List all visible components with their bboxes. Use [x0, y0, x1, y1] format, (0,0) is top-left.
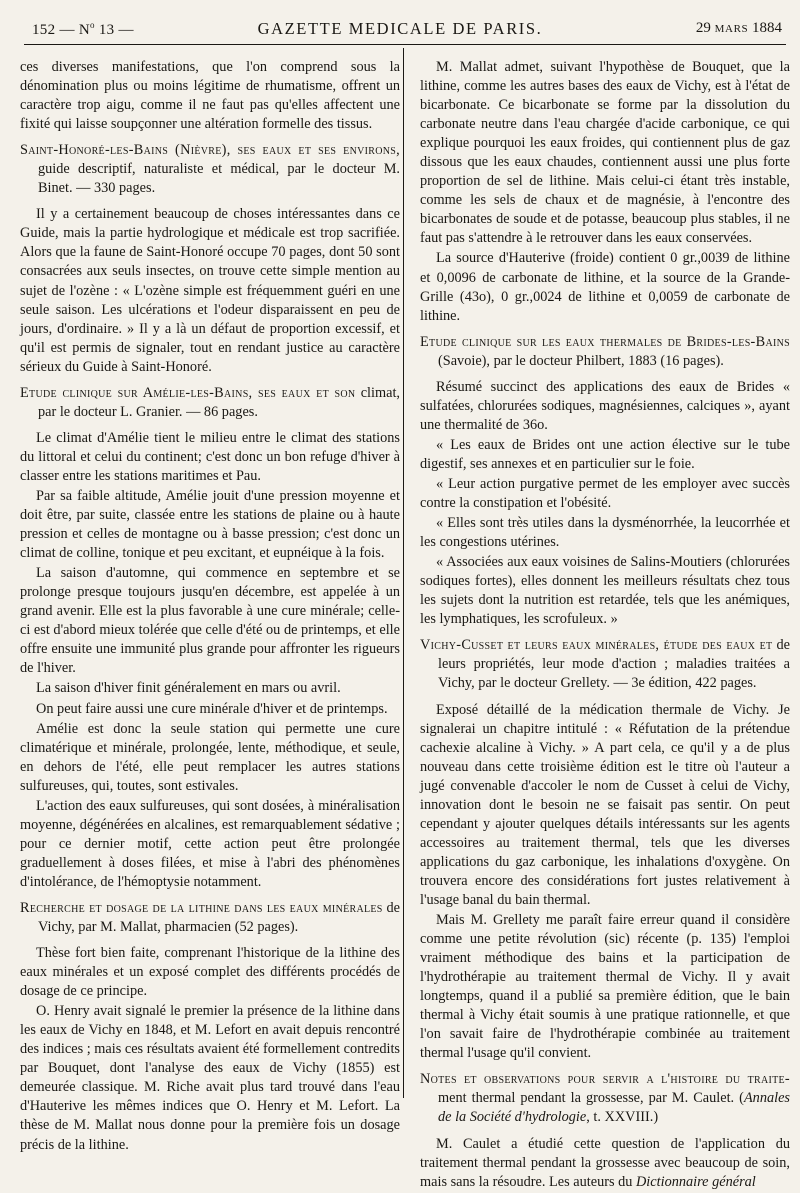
review-heading-rest: guide descriptif, naturaliste et médical, par le docteur M. Binet. — 330 pages.: [38, 161, 400, 197]
review-heading-rest: de leurs propriétés, leur mode d'action ; maladies traitées a Vichy, par le docteur Grellety. — 3e édition, 422 pages.: [438, 637, 790, 692]
date-year: 1884: [752, 20, 782, 36]
paragraph: Thèse fort bien faite, comprenant l'historique de la lithine des eaux minérales et un exposé complet des différents procédés de dosage de ce principe.: [20, 945, 400, 1000]
review-heading: [420, 333, 790, 371]
review-heading-title: Recherche et dosage de la lithine dans les eaux minérales: [20, 899, 383, 916]
paragraph: « Elles sont très utiles dans la dysménorrhée, la leucorrhée et les congestions utérines.: [420, 515, 790, 551]
date-day: 29: [695, 20, 711, 36]
paragraph: Mais M. Grellety me paraît faire erreur quand il considère comme une petite révolution (sic) récente (p. 135) l'emploi vraiment méthodique des bains et la participation de l'hydrothérapie au traitement thermal de Vichy. Il y avait longtemps, quand il a publié sa première édition, que le bain thermal à Vichy était soumis à une pratique rationnelle, et que l'on savait faire de l'hydrothérapie combinée au traitement thermal l'usage qu'il convient.: [420, 912, 790, 1062]
paragraph: « Les eaux de Brides ont une action élective sur le tube digestif, ses annexes et en particulier sur le foie.: [420, 436, 790, 472]
issue-number: 13 —: [98, 22, 134, 38]
paragraph: Résumé succinct des applications des eaux de Brides « sulfatées, chlorurées sodiques, magnésiennes, calciques », ayant une thermalité de 36o.: [420, 378, 790, 433]
review-heading-rest: , t. XXVIII.): [586, 1109, 659, 1126]
paragraph: L'action des eaux sulfureuses, qui sont dosées, à minéralisation moyenne, dégénérées en alcalines, est remarquablement sédative ; pour ce dernier motif, cette action peut être prolongée graduellement à doses filées, et mise à l'abri des phénomènes d'intolérance, de l'hémoptysie notamment.: [20, 797, 400, 890]
review-heading: [20, 141, 400, 198]
paragraph: Amélie est donc la seule station qui permette une cure climatérique et minérale, prolongée, lente, méthodique, et seule, en dehors de l'été, elle peut remplacer les autres stations sulfureuses, qui, toutes, sont estivales.: [20, 720, 400, 794]
paragraph: Le climat d'Amélie tient le milieu entre le climat des stations du littoral et celui du continent; c'est donc un bon refuge d'hiver à classer entre les stations maritimes et Pau.: [20, 429, 400, 484]
review-heading-rest: de Vichy, par M. Mallat, pharmacien (52 pages).: [38, 899, 400, 936]
review-heading-rest: ment thermal pendant la grossesse, par M. Caulet. (: [438, 1090, 744, 1107]
issue-sup: o: [89, 20, 95, 30]
paragraph: ces diverses manifestations, que l'on comprend sous la dénomination plus ou moins légitime de rhumatisme, offrent un caractère trop aigu, comme il ne faut pas qu'elles affectent une fixité qui laisse soupçonner une altération formelle des tissus.: [20, 59, 400, 133]
review-heading-rest: (Savoie), par le docteur Philbert, 1883 (16 pages).: [438, 352, 724, 369]
review-heading: [20, 384, 400, 422]
paragraph: La saison d'hiver finit généralement en mars ou avril.: [36, 680, 341, 697]
review-heading-title: Vichy-Cusset et leurs eaux minérales, étude des eaux et: [420, 637, 773, 654]
paragraph-text: M. Caulet a étudié cette question de l'application du traitement thermal pendant la grossesse avec beaucoup de soin, mais sans la résoudre. Les auteurs du: [420, 1135, 790, 1190]
issue-label: — N: [59, 22, 90, 38]
review-heading-title: Saint-Honoré-les-Bains (Nièvre), ses eaux et ses environs,: [20, 142, 400, 159]
review-heading: [420, 636, 790, 693]
left-column: [20, 58, 400, 1156]
cited-work: Dictionnaire général: [635, 1173, 756, 1190]
paragraph: « Leur action purgative permet de les employer avec succès contre la constipation et l'obésité.: [420, 475, 790, 512]
column-divider: [403, 48, 404, 1098]
journal-citation: Annales de la Société d'hydrologie: [438, 1090, 790, 1126]
header-rule: [24, 44, 786, 45]
review-heading: [20, 899, 400, 937]
paragraph: « Associées aux eaux voisines de Salins-Moutiers (chlorurées sodiques fortes), elles donnent les meilleurs résultats chez tous les sujets dont la nutrition est retardée, tels que les anémiques, les lymphatiques, les scrofuleux. »: [420, 554, 790, 628]
review-heading-title: Etude clinique sur Amélie-les-Bains, ses eaux et son: [20, 384, 356, 401]
paragraph: M. Mallat admet, suivant l'hypothèse de Bouquet, que la lithine, comme les autres bases des eaux de Vichy, est à l'état de bicarbonate. Ce bicarbonate se forme par la dissolution du carbonate neutre dans l'eau chargée d'acide carbonique, ce qui explique pourquoi les eaux froides, qui contiennent plus de gaz dissous que les eaux chaudes, contiennent aussi une plus forte proportion de sel de lithine. Mais celui-ci étant très instable, comme les sels de chaux et de magnésie, à l'encontre des bicarbonates de soude et de potasse, beaucoup plus stables, il ne faut pas s'attendre à le retrouver dans les eaux conservées.: [420, 59, 790, 247]
date-month: MARS: [714, 23, 749, 35]
journal-title: GAZETTE MEDICALE DE PARIS.: [257, 19, 543, 38]
paragraph: Exposé détaillé de la médication thermale de Vichy. Je signalerai un chapitre intitulé : « Réfutation de la prétendue cachexie alcaline à Vichy. » A part cela, ce qu'il y a de plus nouveau dans cette troisième édition est le titre où l'auteur a jugé convenable d'accoler le nom de Cusset à celui de Vichy, innovation dont le besoin ne se faisait pas sentir. On peut cependant y ajouter quelques détails intéressants sur les agents accessoires au traitement thermal, tels que les diverses applications du gaz carbonique, les inhalations d'oxygène. On trouvera encore des considérations fort justes relativement à l'usage banal du bain thermal.: [420, 701, 790, 908]
review-heading: [420, 1070, 790, 1127]
review-heading-title: Notes et observations pour servir a l'histoire du traite-: [420, 1071, 790, 1088]
review-heading-title: Etude clinique sur les eaux thermales de Brides-les-Bains: [420, 333, 790, 350]
right-column: [420, 58, 790, 1193]
paragraph: Par sa faible altitude, Amélie jouit d'une pression moyenne et doit être, par suite, classée entre les stations de plaine ou à haute pression et celles de montagne ou à basse pression; c'est donc un climat de colline, tonique et peu excitant, et eupnéique à la fois.: [20, 487, 400, 562]
paragraph: La source d'Hauterive (froide) contient 0 gr.,0039 de lithine et 0,0096 de carbonate de lithine, et la source de la Grande-Grille (43o), 0 gr.,0024 de lithine et 0,0059 de carbonate de lithine.: [420, 250, 790, 324]
paragraph: [420, 1135, 790, 1192]
review-heading-rest: climat, par le docteur L. Granier. — 86 pages.: [38, 384, 400, 420]
paragraph: La saison d'automne, qui commence en septembre et se prolonge presque toujours jusqu'en décembre, est appelée à un grand avenir. Elle est la plus favorable à une cure minérale; celle-ci est d'abord mieux tolérée que celle d'été ou de printemps, et elle offre ensuite une immunité plus grande pour affronter les rigueurs de l'hiver.: [20, 565, 400, 677]
page-header: [14, 16, 786, 46]
issue-date: [696, 20, 782, 37]
paragraph: On peut faire aussi une cure minérale d'hiver et de printemps.: [36, 700, 388, 717]
paragraph: O. Henry avait signalé le premier la présence de la lithine dans les eaux de Vichy en 1848, et M. Lefort en avait depuis rencontré des indices ; mais ces résultats avaient été formellement contredits par Bouquet, dont l'analyse des eaux de Vichy (1855) est demeurée classique. M. Riche avait plus tard trouvé dans l'eau d'Hauterive les mêmes indices que O. Henry et M. Lefort. La thèse de M. Mallat nous donne pour la première fois un dosage précis de la lithine.: [20, 1003, 400, 1153]
page-number: 152: [32, 22, 56, 38]
paragraph: Il y a certainement beaucoup de choses intéressantes dans ce Guide, mais la partie hydrologique et médicale est trop sacrifiée. Alors que la faune de Saint-Honoré occupe 70 pages, dont 50 sont consacrées aux seuls insectes, on trouve cette simple mention au sujet de l'ozène : « L'ozène simple est fréquemment guéri en une seule saison. Les ulcérations et l'odeur disparaissent en peu de jours, d'ordinaire. » Il y a là un défaut de proportion excessif, et qu'il est permis de signaler, tout en rendant justice au caractère sérieux du Guide à Saint-Honoré.: [20, 206, 400, 375]
